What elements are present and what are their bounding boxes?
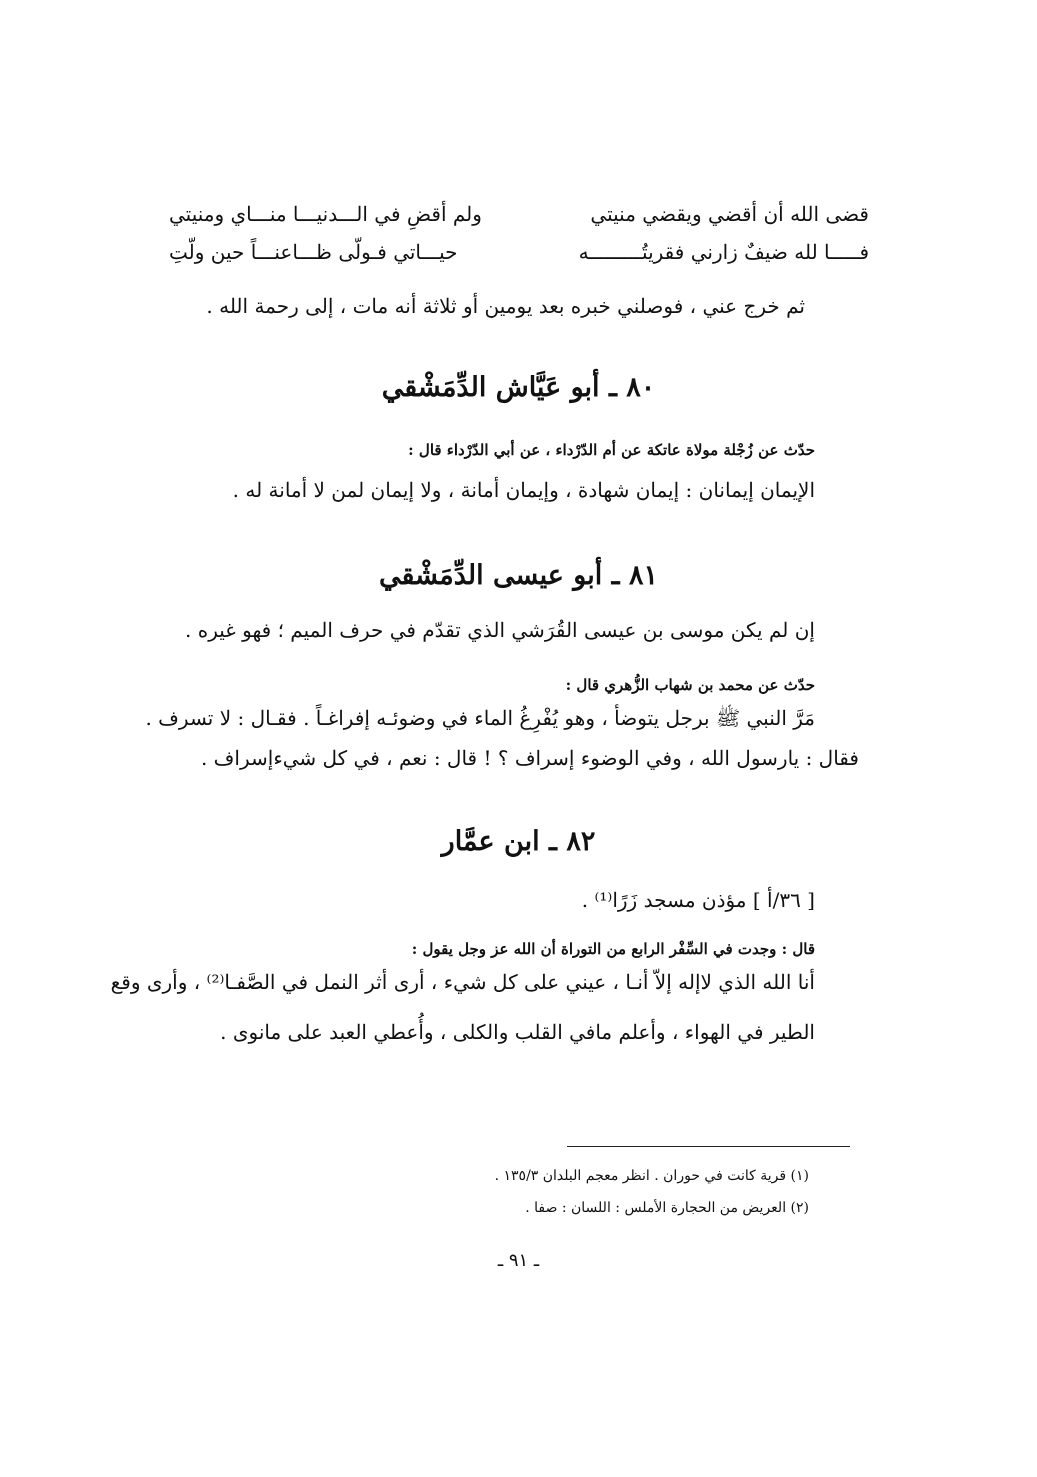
poem-hemistich-second: ولم أقضِ في الـــدنيـــا منـــاي ومنيتي [169, 202, 482, 226]
footnote-1: (١) قرية كانت في حوران . انظر معجم البلدان ١٣٥/٣ . [494, 1168, 809, 1184]
page-number: ـ ٩١ ـ [497, 1250, 540, 1271]
section-heading-80: ٨٠ ـ أبو عَيَّاش الدِّمَشْقي [381, 372, 656, 403]
section-heading-82: ٨٢ ـ ابن عمَّار [441, 826, 596, 857]
footnote-divider [567, 1146, 850, 1147]
hadith-line-81-2: فقال : يارسول الله ، وفي الوضوء إسراف ؟ ! قال : نعم ، في كل شيءإسراف . [200, 746, 859, 770]
identity-note-81: إن لم يكن موسى بن عيسى القُرَشي الذي تقدّم في حرف الميم ؛ فهو غيره . [185, 618, 815, 642]
isnad-82: قال : وجدت في السِّفْر الرابع من التوراة أن الله عز وجل يقول : [411, 940, 815, 958]
poem-verse [169, 202, 869, 234]
hadith-text-80: الإيمان إيمانان : إيمان شهادة ، وإيمان أمانة ، ولا إيمان لمن لا أمانة له . [232, 478, 815, 502]
section-heading-81: ٨١ ـ أبو عيسى الدِّمَشْقي [379, 560, 658, 591]
identity-ref-82: [ ٣٦/أ ] مؤذن مسجد زَرًا⁽¹⁾ . [581, 888, 815, 912]
poem-hemistich-second: حيـــاتي فـولّى ظـــاعنـــاً حين ولّتِ [169, 240, 458, 264]
isnad-80: حدّث عن زُجْلة مولاة عاتكة عن أم الدّرْداء ، عن أبي الدّرْداء قال : [408, 441, 815, 459]
poem-verse [169, 240, 869, 272]
paragraph-death-news: ثم خرج عني ، فوصلني خبره بعد يومين أو ثلاثة أنه مات ، إلى رحمة الله . [206, 294, 805, 318]
isnad-81: حدّث عن محمد بن شهاب الزُّهري قال : [565, 676, 815, 694]
poem-hemistich-first: قضى الله أن أقضي ويقضي منيتي [590, 202, 869, 226]
footnote-2: (٢) العريض من الحجارة الأملس : اللسان : صفا . [525, 1200, 809, 1216]
divine-saying-line-2: الطير في الهواء ، وأعلم مافي القلب والكلى ، وأُعطي العبد على مانوى . [220, 1020, 815, 1044]
divine-saying-line-1: أنا الله الذي لاإله إلاّ أنـا ، عيني على كل شيء ، أرى أثر النمل في الصَّفـا⁽²⁾ ، وأرى وقع [110, 970, 815, 994]
hadith-line-81-1: مَرَّ النبي ﷺ برجل يتوضأ ، وهو يُفْرِغُ الماء في وضوئـه إفراغـاً . فقـال : لا تسرف . [145, 706, 815, 730]
poem-hemistich-first: فـــــا لله ضيفٌ زارني فقريتُـــــــــه [578, 240, 869, 264]
